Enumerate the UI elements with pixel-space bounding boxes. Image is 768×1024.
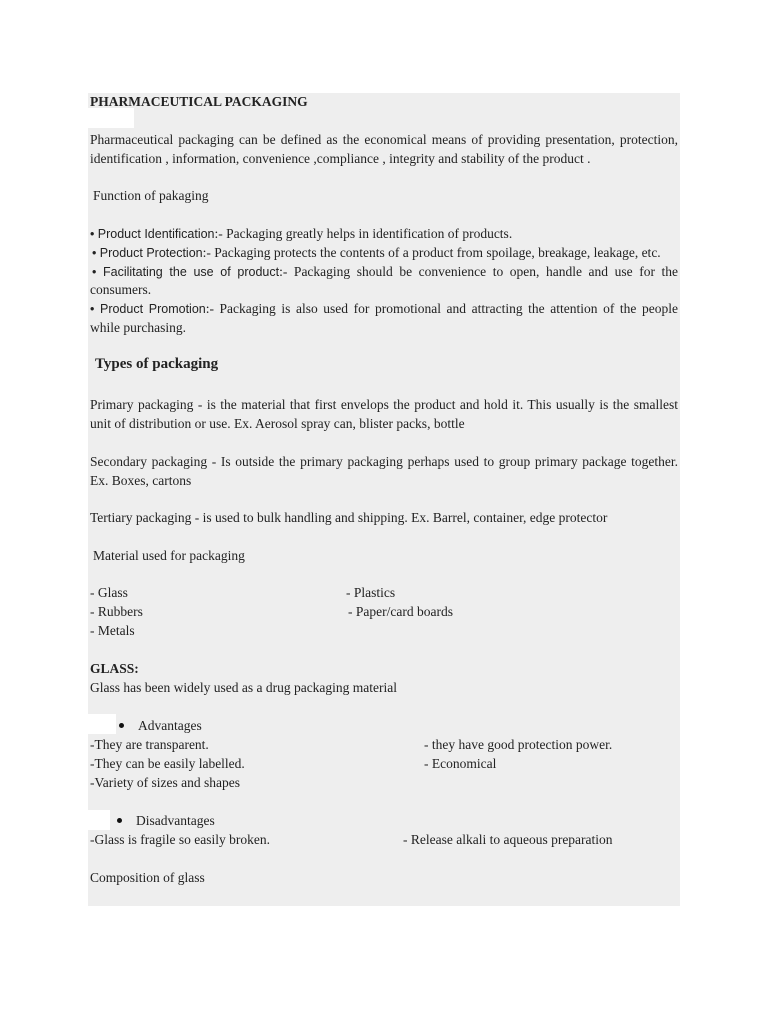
bullet: • <box>92 246 97 260</box>
tertiary-packaging: Tertiary packaging - is used to bulk handling and shipping. Ex. Barrel, container, edge protector <box>90 510 608 525</box>
function-term: Product Protection <box>99 246 203 260</box>
material-item: - Glass <box>90 585 128 600</box>
white-patch <box>88 714 116 734</box>
function-term: Facilitating the use of product <box>102 265 280 279</box>
bullet: • <box>90 227 95 241</box>
bullet-dot <box>119 723 124 728</box>
function-term: Product Promotion <box>99 302 206 316</box>
function-continuation: while purchasing. <box>90 320 186 335</box>
function-item <box>90 224 512 244</box>
advantages-label <box>119 716 202 735</box>
composition-heading: Composition of glass <box>90 870 205 885</box>
material-item: - Metals <box>90 623 135 638</box>
bullet-dot <box>117 818 122 823</box>
material-item: - Paper/card boards <box>348 604 453 619</box>
function-text: :- Packaging should be convenience to open, handle and use for the <box>279 264 679 279</box>
secondary-packaging-line-1: Secondary packaging - Is outside the primary packaging perhaps used to group primary package together. <box>90 454 678 469</box>
materials-heading: Material used for packaging <box>93 548 245 563</box>
function-item <box>92 262 678 282</box>
glass-intro: Glass has been widely used as a drug packaging material <box>90 680 398 695</box>
material-item: - Plastics <box>346 585 396 600</box>
bullet: • <box>92 265 97 279</box>
function-continuation: consumers. <box>90 282 152 297</box>
definition-line-2: identification , information, convenience ,compliance , integrity and stability of the product . <box>90 151 591 166</box>
advantage-item: -They can be easily labelled. <box>90 756 245 771</box>
advantages-text: Advantages <box>138 718 202 733</box>
secondary-packaging-line-2: Ex. Boxes, cartons <box>90 473 192 488</box>
white-patch <box>88 810 110 830</box>
function-text: :- Packaging is also used for promotional and attracting the attention of the people <box>205 301 678 316</box>
function-text: :- Packaging protects the contents of a product from spoilage, breakage, leakage, etc. <box>202 245 661 260</box>
material-item: - Rubbers <box>90 604 143 619</box>
primary-packaging-line-1: Primary packaging - is the material that first envelops the product and hold it. This usually is the smallest <box>90 397 678 412</box>
function-item <box>90 299 678 319</box>
function-item <box>92 243 661 263</box>
advantage-item: - Economical <box>424 756 497 771</box>
function-term: Product Identification <box>97 227 215 241</box>
white-patch <box>88 108 134 128</box>
page-title: PHARMACEUTICAL PACKAGING <box>90 94 308 109</box>
disadvantage-item: - Release alkali to aqueous preparation <box>403 832 613 847</box>
functions-heading: Function of pakaging <box>93 188 209 203</box>
advantage-item: -Variety of sizes and shapes <box>90 775 240 790</box>
function-text: :- Packaging greatly helps in identification of products. <box>214 226 513 241</box>
disadvantages-label <box>117 811 215 830</box>
disadvantage-item: -Glass is fragile so easily broken. <box>90 832 270 847</box>
advantage-item: - they have good protection power. <box>424 737 613 752</box>
glass-heading: GLASS: <box>90 661 139 676</box>
definition-line-1: Pharmaceutical packaging can be defined as the economical means of providing presentation, protection, <box>90 132 678 147</box>
primary-packaging-line-2: unit of distribution or use. Ex. Aerosol spray can, blister packs, bottle <box>90 416 465 431</box>
bullet: • <box>90 302 95 316</box>
disadvantages-text: Disadvantages <box>136 813 215 828</box>
advantage-item: -They are transparent. <box>90 737 209 752</box>
types-heading: Types of packaging <box>95 356 219 372</box>
